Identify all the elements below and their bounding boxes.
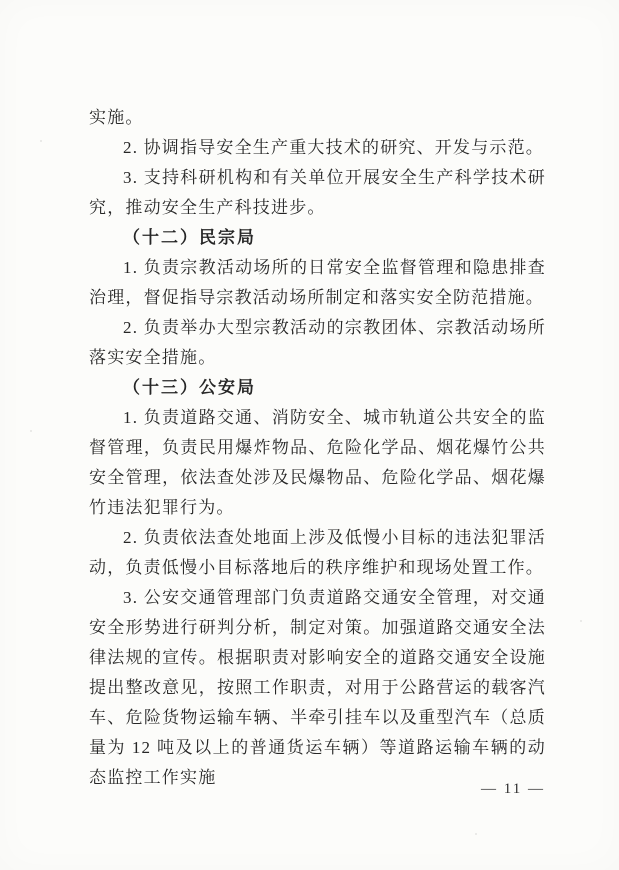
list-item: 3. 公安交通管理部门负责道路交通安全管理，对交通安全形势进行研判分析，制定对策。加强道路交通安全法律法规的宣传。根据职责对影响安全的道路交通安全设施提出整改意见，按照工作职责，对用于公路营运的载客汽车、危险货物运输车辆、半牵引挂车以及重型汽车（总质量为 12 吨及以上的普通货运车辆）等道路运输车辆的动态监控工作实施 <box>89 588 546 787</box>
list-item: 1. 负责宗教活动场所的日常安全监督管理和隐患排查治理，督促指导宗教活动场所制定和落实安全防范措施。 <box>89 258 546 307</box>
list-item: 2. 负责依法查处地面上涉及低慢小目标的违法犯罪活动，负责低慢小目标落地后的秩序维护和现场处置工作。 <box>89 528 546 577</box>
page-number: — 11 — <box>481 781 545 797</box>
list-item: 2. 协调指导安全生产重大技术的研究、开发与示范。 <box>123 138 544 157</box>
section-heading-gonganju: （十三）公安局 <box>123 378 256 397</box>
scan-speckle <box>40 140 42 142</box>
document-body <box>89 103 546 793</box>
section-heading-minzongju: （十二）民宗局 <box>123 228 256 247</box>
scan-speckle <box>580 620 582 622</box>
scan-speckle <box>475 833 477 835</box>
scan-speckle <box>30 430 32 432</box>
list-item: 1. 负责道路交通、消防安全、城市轨道公共安全的监督管理，负责民用爆炸物品、危险化学品、烟花爆竹公共安全管理，依法查处涉及民爆物品、危险化学品、烟花爆竹违法犯罪行为。 <box>89 408 546 517</box>
list-item: 3. 支持科研机构和有关单位开展安全生产科学技术研究，推动安全生产科技进步。 <box>89 168 546 217</box>
list-item: 2. 负责举办大型宗教活动的宗教团体、宗教活动场所落实安全措施。 <box>89 318 546 367</box>
paragraph-continuation: 实施。 <box>89 108 144 127</box>
